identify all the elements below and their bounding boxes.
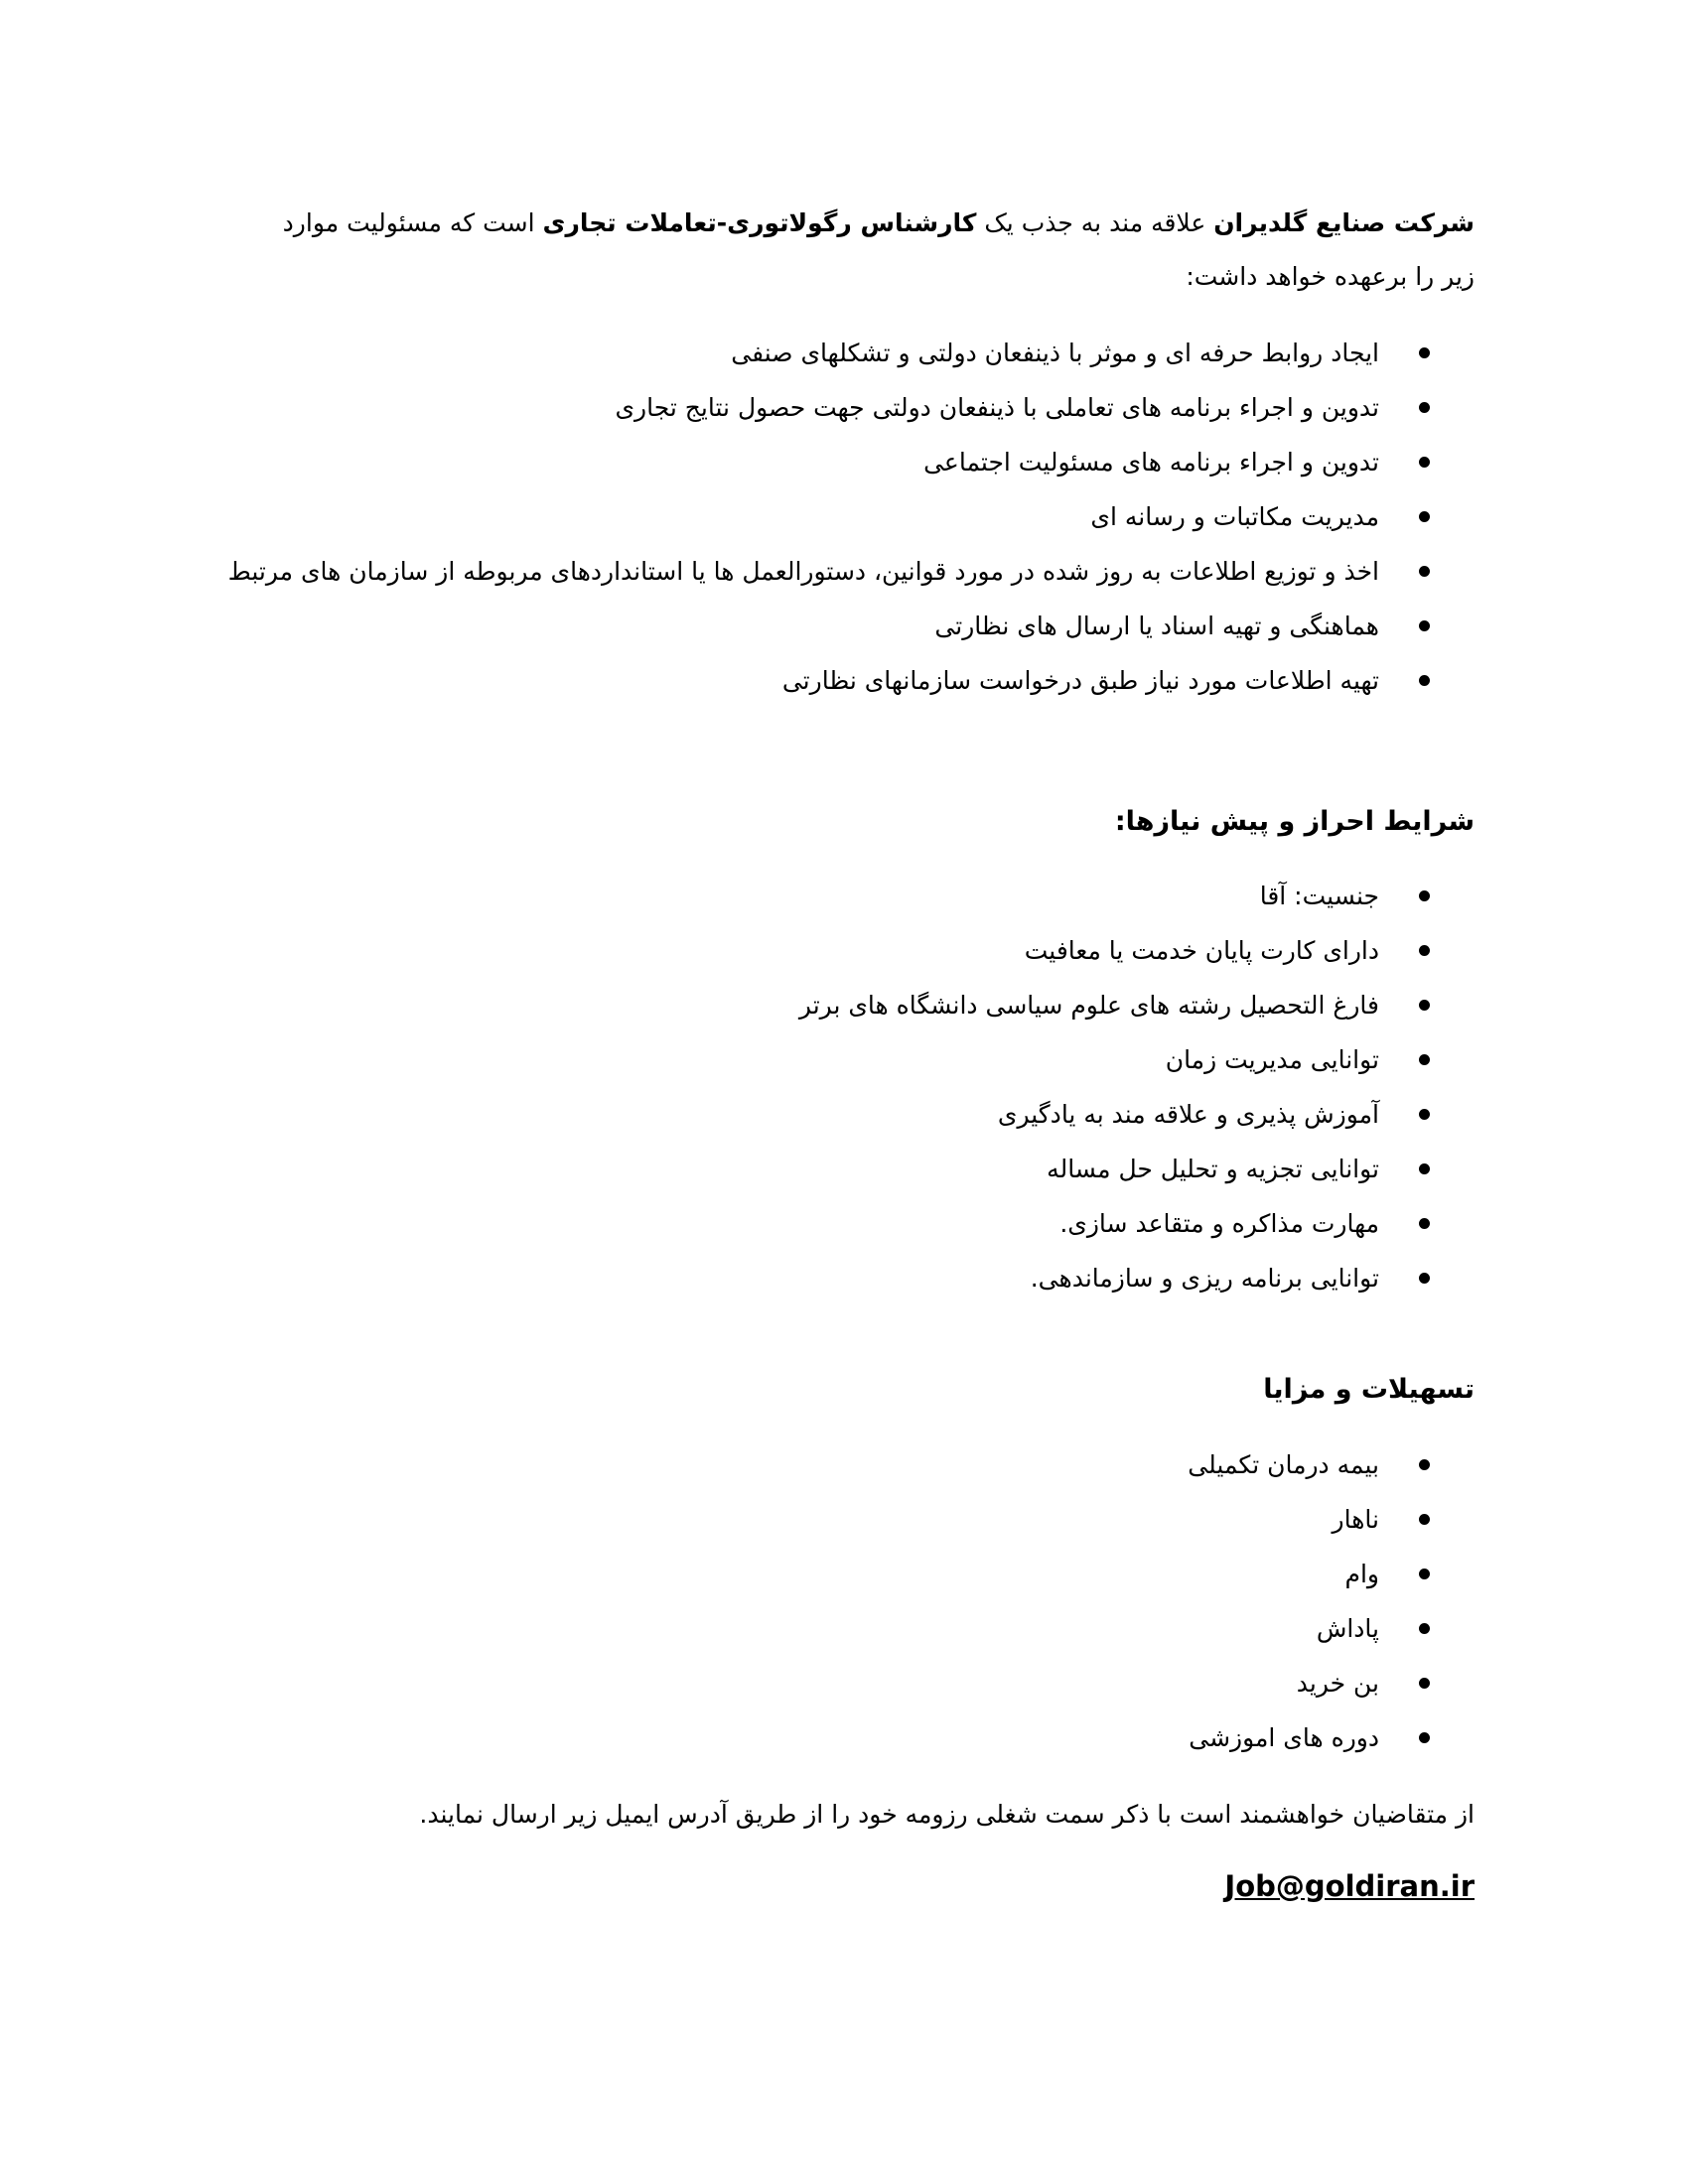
benefits-list <box>258 1437 1475 1765</box>
list-item-text: جنسیت: آقا <box>1259 882 1379 910</box>
list-item-text: اخذ و توزیع اطلاعات به روز شده در مورد قوانین، دستورالعمل ها یا استانداردهای مربوطه از سازمان های مرتبط <box>227 557 1379 586</box>
list-item <box>258 869 1475 923</box>
list-item-text: مهارت مذاکره و متقاعد سازی. <box>1059 1209 1379 1238</box>
bullet-icon <box>1419 945 1430 956</box>
requirements-heading: شرایط احراز و پیش نیازها: <box>1114 806 1475 837</box>
bullet-icon <box>1419 511 1430 522</box>
bullet-icon <box>1419 1514 1430 1525</box>
list-item-text: وام <box>1344 1560 1379 1588</box>
bullet-icon <box>1419 566 1430 577</box>
bullet-icon <box>1419 1732 1430 1743</box>
bullet-icon <box>1419 402 1430 413</box>
list-item-text: تدوین و اجراء برنامه های مسئولیت اجتماعی <box>923 448 1379 477</box>
bullet-icon <box>1419 675 1430 686</box>
company-name: شرکت صنایع گلدیران <box>1213 208 1475 237</box>
list-item <box>258 326 1475 380</box>
bullet-icon <box>1419 1000 1430 1011</box>
list-item <box>258 978 1475 1032</box>
list-item <box>258 1547 1475 1601</box>
email-link[interactable]: Job@goldiran.ir <box>1224 1869 1475 1903</box>
intro-text-1: علاقه مند به جذب یک <box>976 208 1214 237</box>
responsibilities-list <box>227 326 1475 708</box>
benefits-heading: تسهیلات و مزایا <box>1263 1374 1475 1405</box>
list-item <box>258 380 1475 435</box>
closing-paragraph: از متقاضیان خواهشمند است با ذکر سمت شغلی رزومه خود را از طریق آدرس ایمیل زیر ارسال نمایند. <box>419 1800 1475 1829</box>
list-item <box>258 1251 1475 1305</box>
bullet-icon <box>1419 1218 1430 1229</box>
bullet-icon <box>1419 1459 1430 1470</box>
list-item <box>258 653 1475 708</box>
list-item <box>258 923 1475 978</box>
list-item <box>258 1492 1475 1547</box>
list-item-text: تدوین و اجراء برنامه های تعاملی با ذینفعان دولتی جهت حصول نتایج تجاری <box>615 393 1379 422</box>
bullet-icon <box>1419 890 1430 901</box>
list-item <box>227 544 1475 599</box>
list-item-text: دارای کارت پایان خدمت یا معافیت <box>1024 936 1379 965</box>
list-item <box>258 489 1475 544</box>
list-item-text: مدیریت مکاتبات و رسانه ای <box>1090 502 1379 531</box>
list-item-text: پاداش <box>1316 1614 1379 1643</box>
list-item <box>258 1656 1475 1710</box>
list-item-text: آموزش پذیری و علاقه مند به یادگیری <box>997 1100 1379 1129</box>
intro-text-2: است که مسئولیت موارد زیر را برعهده خواهد داشت: <box>282 208 1475 291</box>
bullet-icon <box>1419 620 1430 631</box>
bullet-icon <box>1419 1273 1430 1284</box>
list-item <box>258 435 1475 489</box>
list-item <box>258 1032 1475 1087</box>
list-item-text: توانایی مدیریت زمان <box>1165 1045 1379 1074</box>
list-item-text: ایجاد روابط حرفه ای و موثر با ذینفعان دولتی و تشکلهای صنفی <box>731 339 1379 367</box>
list-item <box>258 1601 1475 1656</box>
bullet-icon <box>1419 457 1430 468</box>
list-item-text: توانایی برنامه ریزی و سازماندهی. <box>1030 1264 1379 1293</box>
requirements-list <box>258 869 1475 1305</box>
bullet-icon <box>1419 1569 1430 1579</box>
list-item-text: فارغ التحصیل رشته های علوم سیاسی دانشگاه های برتر <box>798 991 1379 1020</box>
list-item-text: بن خرید <box>1296 1669 1379 1698</box>
list-item <box>258 1710 1475 1765</box>
list-item <box>258 1437 1475 1492</box>
bullet-icon <box>1419 1054 1430 1065</box>
bullet-icon <box>1419 1109 1430 1120</box>
bullet-icon <box>1419 1163 1430 1174</box>
bullet-icon <box>1419 347 1430 358</box>
list-item-text: دوره های اموزشی <box>1189 1723 1379 1752</box>
list-item-text: تهیه اطلاعات مورد نیاز طبق درخواست سازمانهای نظارتی <box>781 666 1379 695</box>
position-title: کارشناس رگولاتوری-تعاملات تجاری <box>542 208 977 237</box>
list-item-text: ناهار <box>1332 1505 1379 1534</box>
list-item-text: توانایی تجزیه و تحلیل حل مساله <box>1047 1155 1379 1183</box>
bullet-icon <box>1419 1623 1430 1634</box>
list-item <box>258 599 1475 653</box>
list-item-text: هماهنگی و تهیه اسناد یا ارسال های نظارتی <box>934 612 1379 640</box>
list-item <box>258 1142 1475 1196</box>
bullet-icon <box>1419 1678 1430 1689</box>
list-item <box>258 1196 1475 1251</box>
list-item <box>258 1087 1475 1142</box>
intro-paragraph <box>258 197 1475 304</box>
list-item-text: بیمه درمان تکمیلی <box>1188 1450 1379 1479</box>
